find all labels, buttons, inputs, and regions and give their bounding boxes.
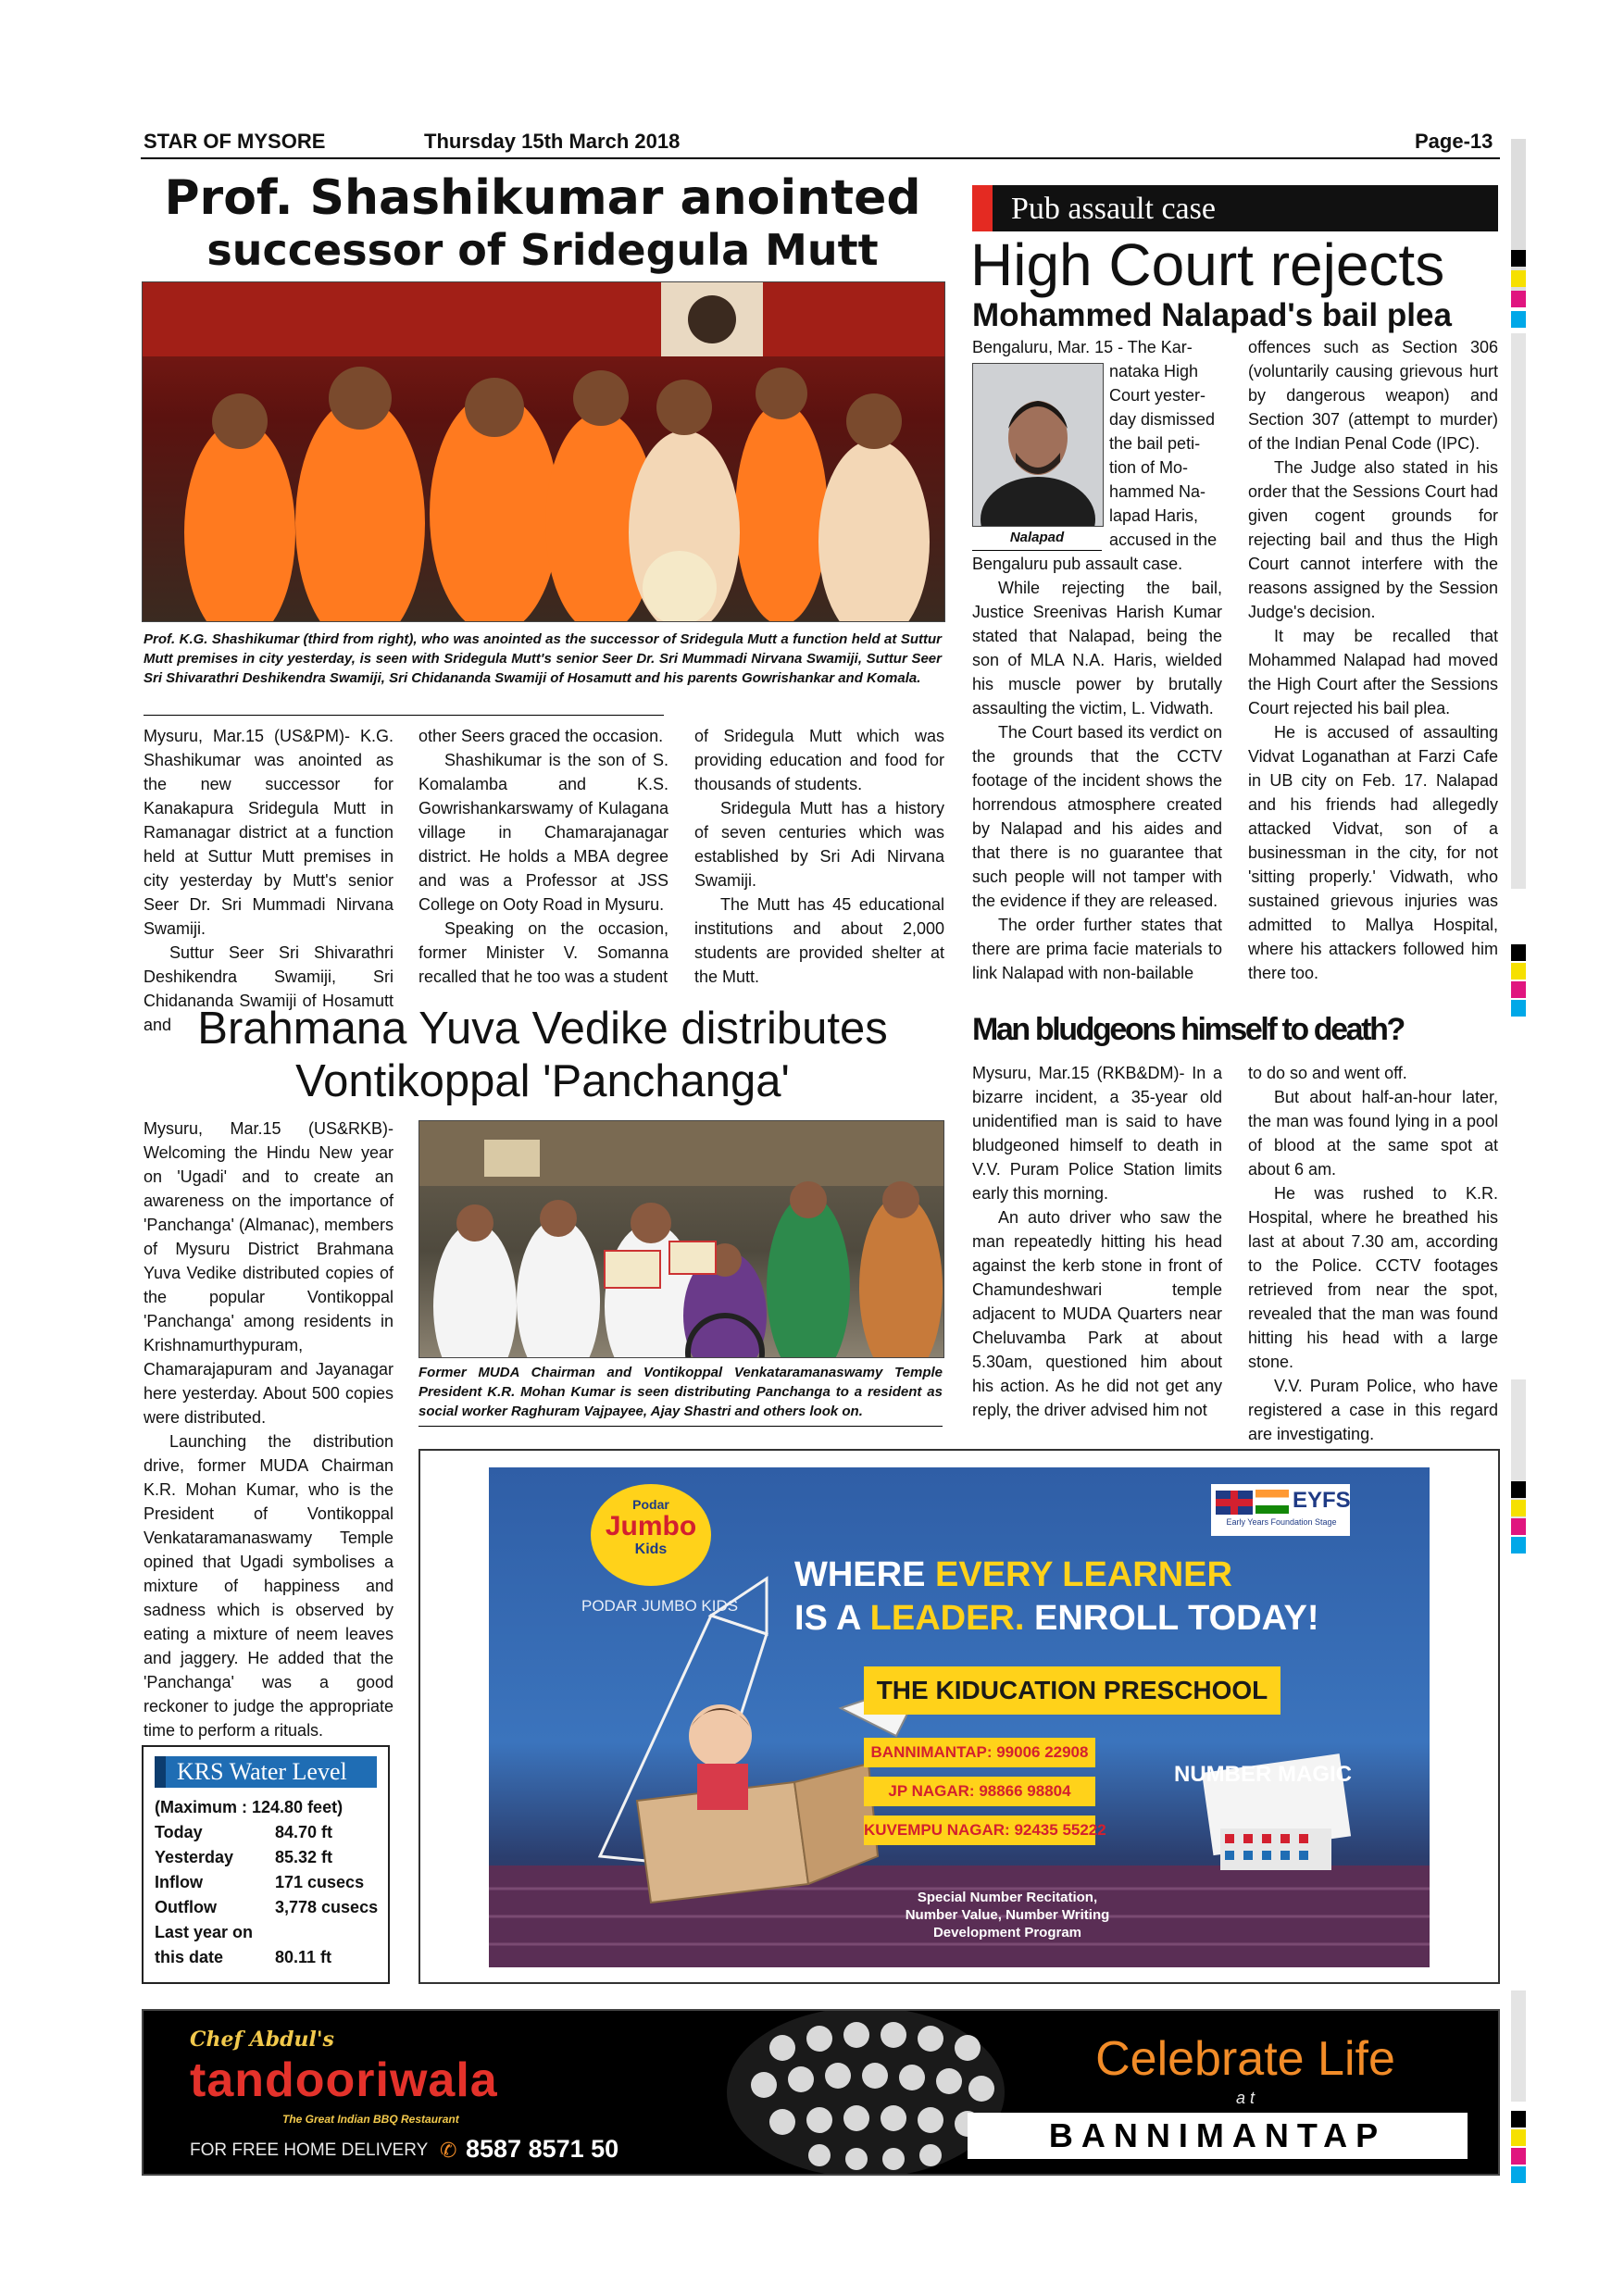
story2-kicker-bar	[972, 185, 1498, 231]
story1-col1-para-1: Mysuru, Mar.15 (US&PM)- K.G. Shashikumar was anointed as the new successor for Kanakapura Sridegula Mutt in Ramanagar district at a function held at Suttur Mutt premises in city yesterday by Mutt's senior Seer Dr. Sri Mummadi Nirvana Swamiji.	[144, 727, 394, 938]
story2-column-a-wrap	[972, 335, 1222, 552]
krs-table	[155, 1795, 386, 1970]
krs-row-value: 3,778 cusecs	[275, 1898, 379, 1916]
registration-bar-13	[1511, 1500, 1526, 1516]
story1-headline-line2: successor of Sridegula Mutt	[206, 225, 879, 275]
paper-name: STAR OF MYSORE	[144, 130, 326, 153]
registration-bar-5	[1511, 311, 1526, 328]
program-line-3: Development Program	[932, 1925, 1082, 1940]
krs-last-label-2: this date	[155, 1948, 224, 1966]
story4-column-a	[972, 1061, 1222, 1422]
story2-wrap-line-2: nataka High	[1109, 362, 1199, 381]
eyfs-badge	[1211, 1484, 1350, 1536]
story2-colB-para-2: The Judge also stated in his order that the Sessions Court had given cogent grounds for rejecting bail and thus the High Court cannot interfere with the reasons assigned by the Session Judge's decision.	[1248, 458, 1498, 621]
registration-bar-10	[1511, 1000, 1526, 1017]
story4-headline: Man bludgeons himself to death?	[972, 1012, 1404, 1047]
story1-caption-rule	[144, 715, 664, 716]
podar-logo-main: Jumbo	[605, 1511, 697, 1541]
registration-bar-20	[1511, 2166, 1526, 2183]
story1-column-3	[694, 724, 944, 989]
story2-wrap-line-9: accused in the	[1109, 530, 1218, 549]
podar-headline-1b: EVERY LEARNER	[935, 1555, 1232, 1594]
krs-row	[155, 1870, 386, 1895]
story4-colA-para-1: Mysuru, Mar.15 (RKB&DM)- In a bizarre incident, a 35-year old unidentified man is said to have bludgeoned himself to death in V.V. Puram Police Station limits early this morning.	[972, 1064, 1222, 1203]
story4-colB-para-3: He was rushed to K.R. Hospital, where he breathed his last at about 7.30 am, according to the Police. CCTV footages retrieved from near the spot, revealed that the man was found hitting his head with a large stone.	[1248, 1184, 1498, 1371]
registration-bar-12	[1511, 1481, 1526, 1498]
registration-bar-14	[1511, 1518, 1526, 1535]
story4-colB-para-4: V.V. Puram Police, who have registered a case in this regard are investigating.	[1248, 1377, 1498, 1443]
story3-headline-line2: Vontikoppal 'Panchanga'	[295, 1056, 790, 1106]
krs-row	[155, 1845, 386, 1870]
podar-program-text	[887, 1889, 1128, 1941]
podar-headline-1	[794, 1555, 1232, 1595]
story2-wrap-line-7: hammed Na-	[1109, 482, 1206, 501]
krs-last-date-row	[155, 1945, 386, 1970]
podar-logo-sub: Kids	[634, 1541, 668, 1557]
tandooriwala-brand: tandooriwala	[190, 2053, 498, 2107]
number-magic-label: NUMBER MAGIC	[1174, 1762, 1352, 1787]
krs-row	[155, 1895, 386, 1920]
krs-row-label: Outflow	[155, 1898, 217, 1916]
registration-bar-7	[1511, 944, 1526, 961]
registration-bar-4	[1511, 291, 1526, 307]
india-flag-icon	[1255, 1490, 1289, 1514]
story2-headline-line2: Mohammed Nalapad's bail plea	[972, 297, 1452, 333]
podar-phone-3[interactable]: KUVEMPU NAGAR: 92435 55222	[864, 1816, 1095, 1845]
tandooriwala-ad[interactable]	[142, 2009, 1500, 2176]
story1-col3-para-2: Sridegula Mutt has a history of seven centuries which was established by Sri Adi Nirvana Swamiji.	[694, 799, 944, 890]
podar-ad[interactable]	[489, 1467, 1430, 1967]
seers-group-photo-icon	[143, 282, 944, 621]
story3-photo	[418, 1120, 944, 1358]
story2-colB-para-4: He is accused of assaulting Vidvat Loganathan at Farzi Cafe in UB city on Feb. 17. Nalapad and his friends had allegedly attacked Vidvat, son of a businessman in the city, for not 'sitting properly.' Vidwath, who sustained grievous injuries was admitted to Mallya Hospital, where his attackers followed him there too.	[1248, 723, 1498, 982]
eyfs-label: EYFS	[1293, 1488, 1351, 1513]
bannimantap-bar	[968, 2113, 1468, 2159]
podar-headline-2c: ENROLL TODAY!	[1024, 1599, 1319, 1638]
krs-last-label-1: Last year on	[155, 1923, 254, 1941]
tandooriwala-phone[interactable]: 8587 8571 50	[466, 2135, 619, 2163]
krs-title-bar	[155, 1756, 377, 1788]
registration-bar-6	[1511, 333, 1526, 889]
story2-wrap-line-3: Court yester-	[1109, 386, 1206, 405]
story2-headline-line1: High Court rejects	[970, 231, 1445, 298]
story3-col1-para-1: Mysuru, Mar.15 (US&RKB)- Welcoming the Hindu New year on 'Ugadi' and to create an awareness on the importance of 'Panchanga' (Almanac), members of Mysuru District Brahmana Yuva Vedike distributed copies of the popular Vontikoppal 'Panchanga' among residents in Krishnamurthypuram, Chamarajapuram and Jayanagar here yesterday. About 500 copies were distributed.	[144, 1119, 394, 1427]
story1-col3-para-1: of Sridegula Mutt which was providing education and food for thousands of students.	[694, 727, 944, 793]
phone-icon: ✆	[440, 2139, 457, 2162]
registration-bar-3	[1511, 270, 1526, 287]
story2-colA-para-2: While rejecting the bail, Justice Sreenivas Harish Kumar stated that Nalapad, being the son of MLA N.A. Haris, wielded his muscle power by brutally assaulting the victim, L. Vidwath.	[972, 579, 1222, 718]
krs-last-value: 80.11 ft	[275, 1948, 332, 1966]
krs-row-value: 85.32 ft	[275, 1848, 333, 1866]
krs-last-year-row	[155, 1920, 386, 1945]
podar-headline-2	[794, 1599, 1319, 1639]
nalapad-photo-caption: Nalapad	[1009, 530, 1065, 545]
program-line-1: Special Number Recitation,	[917, 1890, 1098, 1905]
story3-headline-line1: Brahmana Yuva Vedike distributes	[197, 1004, 888, 1054]
story1-column-2	[418, 724, 668, 989]
celebrate-at: a t	[1235, 2089, 1255, 2107]
story4-colB-para-2: But about half-an-hour later, the man was found lying in a pool of blood at the same spot at about 6 am.	[1248, 1088, 1498, 1179]
krs-row-label: Yesterday	[155, 1848, 234, 1866]
masthead-rule	[141, 157, 1500, 159]
story2-colB-para-1: offences such as Section 306 (voluntarily causing grievous hurt by dangerous weapon) and Section 307 (attempt to murder) of the Indian Penal Code (IPC).	[1248, 338, 1498, 453]
union-flag-icon	[1215, 1490, 1254, 1516]
podar-banner: THE KIDUCATION PRESCHOOL	[864, 1666, 1280, 1715]
story2-wrap-line-5: the bail peti-	[1109, 434, 1201, 453]
story2-wrap-line-4: day dismissed	[1109, 410, 1216, 429]
podar-headline-2b: LEADER.	[869, 1599, 1025, 1638]
story3-column-1	[144, 1117, 394, 1742]
story2-colA-para-1: Bengaluru pub assault case.	[972, 555, 1183, 573]
registration-bar-18	[1511, 2129, 1526, 2146]
story2-wrap-line-1: Bengaluru, Mar. 15 - The Kar-	[972, 338, 1193, 356]
krs-row	[155, 1820, 386, 1845]
podar-brand-line: PODAR JUMBO KIDS	[581, 1597, 739, 1615]
registration-bar-8	[1511, 963, 1526, 980]
krs-row-value: 84.70 ft	[275, 1823, 333, 1841]
story2-kicker: Pub assault case	[1011, 192, 1216, 226]
story2-colA-para-4: The order further states that there are prima facie materials to link Nalapad with non-bailable	[972, 916, 1222, 982]
krs-max-row	[155, 1795, 386, 1820]
story1-col2-para-3: Speaking on the occasion, former Minister V. Somanna recalled that he too was a student	[418, 919, 668, 986]
tandooriwala-delivery: FOR FREE HOME DELIVERY	[190, 2140, 429, 2160]
story4-colB-para-1: to do so and went off.	[1248, 1064, 1407, 1082]
tandooriwala-chef: Chef Abdul's	[190, 2028, 334, 2052]
eyfs-sub: Early Years Foundation Stage	[1226, 1517, 1337, 1527]
story1-col2-para-2: Shashikumar is the son of S. Komalamba and K.S. Gowrishankarswamy of Kulagana village in Chamarajanagar district. He holds a MBA degree and was a Professor at JSS College on Ooty Road in Mysuru.	[418, 751, 668, 914]
page-number: Page-13	[1415, 130, 1493, 153]
panchanga-distribution-photo-icon	[419, 1121, 943, 1357]
story4-column-b	[1248, 1061, 1498, 1446]
kicker-red-tab	[972, 185, 993, 231]
story2-wrap-line-6: tion of Mo-	[1109, 458, 1189, 477]
registration-bar-16	[1511, 1990, 1526, 2102]
story2-column-a	[972, 552, 1222, 985]
krs-title-tab	[155, 1756, 166, 1788]
celebrate-life: Celebrate Life	[1095, 2032, 1395, 2086]
tandooriwala-tag: The Great Indian BBQ Restaurant	[282, 2113, 459, 2126]
podar-phone-2[interactable]: JP NAGAR: 98866 98804	[864, 1777, 1095, 1806]
krs-max: (Maximum : 124.80 feet)	[155, 1798, 344, 1816]
story1-photo	[142, 281, 945, 622]
story1-col3-para-3: The Mutt has 45 educational institutions and about 2,000 students are provided shelter at the Mutt.	[694, 895, 944, 986]
registration-bar-17	[1511, 2111, 1526, 2128]
program-line-2: Number Value, Number Writing	[905, 1907, 1110, 1923]
krs-row-label: Today	[155, 1823, 203, 1841]
story1-col1-para-2: Suttur Seer Sri Shivarathri Deshikendra Swamiji, Sri Chidananda Swamiji of Hosamutt and	[144, 943, 394, 1034]
story2-colA-para-3: The Court based its verdict on the grounds that the CCTV footage of the incident shows the horrendous atmosphere created by Nalapad and his aides and that there is no guarantee that such people will not tamper with the evidence if they are released.	[972, 723, 1222, 910]
story4-colA-para-2: An auto driver who saw the man repeatedly hitting his head against the kerb stone in front of Chamundeshwari temple adjacent to MUDA Quarters near Cheluvamba Park at about 5.30am, questioned him about his action. As he did not get any reply, the driver advised him not	[972, 1208, 1222, 1419]
story1-photo-caption: Prof. K.G. Shashikumar (third from right), who was anointed as the successor of Sridegula Mutt a function held at Suttur Mutt premises in city yesterday, is seen with Sridegula Mutt's senior Seer Dr. Sri Mummadi Nirvana Swamiji, Suttur Seer Sri Shivarathri Deshikendra Swamiji, Sri Chidananda Swamiji of Hosamutt and his parents Gowrishankar and Komala.	[144, 631, 942, 686]
story1-column-1	[144, 724, 394, 1037]
podar-headline-2a: IS A	[794, 1599, 870, 1638]
podar-logo-top: Podar	[632, 1497, 669, 1512]
story1-col2-para-1: other Seers graced the occasion.	[418, 727, 664, 745]
story2-wrap-line-8: lapad Haris,	[1109, 506, 1199, 525]
bannimantap-label: BANNIMANTAP	[1048, 2116, 1387, 2154]
registration-bar-19	[1511, 2148, 1526, 2165]
krs-row-value: 171 cusecs	[275, 1873, 365, 1891]
story3-photo-caption: Former MUDA Chairman and Vontikoppal Venkataramanaswamy Temple President K.R. Mohan Kumar is seen distributing Panchanga to a resident as social worker Raghuram Vajpayee, Ajay Shastri and others look on.	[418, 1365, 943, 1419]
registration-bar-9	[1511, 981, 1526, 998]
podar-logo	[591, 1484, 711, 1586]
krs-row-label: Inflow	[155, 1873, 203, 1891]
podar-phone-1[interactable]: BANNIMANTAP: 99006 22908	[864, 1738, 1095, 1767]
story2-colB-para-3: It may be recalled that Mohammed Nalapad had moved the High Court after the Sessions Court rejected his bail plea.	[1248, 627, 1498, 718]
story3-col1-para-2: Launching the distribution drive, former MUDA Chairman K.R. Mohan Kumar, who is the President of Vontikoppal Venkataramanaswamy Temple opined that Ugadi symbolises a mixture of happiness and sadness which is observed by eating a mixture of neem leaves and jaggery. He added that the 'Panchanga' was a good reckoner to judge the appropriate time to perform a rituals.	[144, 1432, 394, 1740]
issue-date: Thursday 15th March 2018	[424, 130, 681, 153]
krs-title: KRS Water Level	[177, 1758, 347, 1785]
story1-headline-line1: Prof. Shashikumar anointed	[164, 170, 921, 226]
registration-bar-15	[1511, 1537, 1526, 1554]
registration-bar-2	[1511, 250, 1526, 267]
krs-water-level-box	[142, 1745, 390, 1984]
story3-caption-rule	[418, 1426, 943, 1427]
podar-headline-1a: WHERE	[794, 1555, 935, 1594]
story2-column-b	[1248, 335, 1498, 985]
